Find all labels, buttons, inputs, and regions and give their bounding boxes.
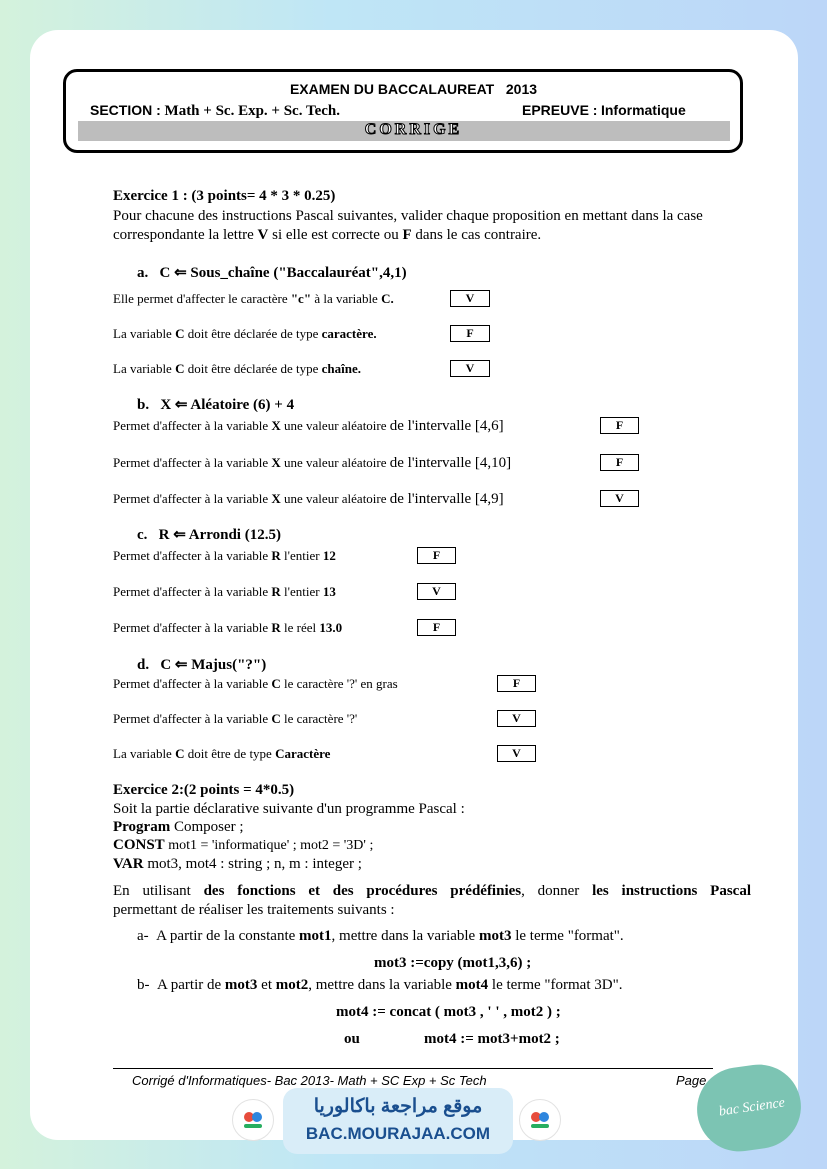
prop-var: C (175, 326, 185, 341)
prop-text: Permet d'affecter à la variable (113, 491, 272, 506)
qb-text: et (257, 977, 276, 993)
footer-rule (113, 1068, 713, 1069)
q-d-prop-1 (113, 676, 398, 692)
ex2-question-a (137, 928, 624, 945)
prop-text: une valeur aléatoire (280, 491, 390, 506)
qb-text: le terme "format 3D". (488, 977, 623, 993)
q-b-prop-1 (113, 418, 504, 435)
q-c-prop-3 (113, 620, 342, 636)
code-text: mot3, mot4 : string ; n, m : integer ; (143, 856, 362, 872)
prop-var: C (175, 746, 185, 761)
prop-text: doit être déclarée de type (184, 361, 322, 376)
prop-text: l'entier (280, 584, 323, 599)
qa-text: A partir de la constante (156, 928, 300, 944)
corrige-banner: CORRIGE (364, 121, 463, 138)
q-d-prop-2 (113, 711, 357, 727)
prop-text: Permet d'affecter à la variable (113, 455, 272, 470)
epreuve-value: Informatique (600, 102, 686, 118)
q-c-prop-2 (113, 584, 336, 600)
prop-text: à la variable (311, 291, 382, 306)
q-d-prop-3 (113, 746, 330, 762)
prop-var: C. (381, 291, 394, 306)
section-value: Math + Sc. Exp. + Sc. Tech. (164, 103, 340, 119)
intro-text: si elle est correcte ou (268, 227, 403, 243)
q-b-instruction: X ⇐ Aléatoire (6) + 4 (160, 397, 295, 413)
ex1-title: Exercice 1 : (3 points= 4 * 3 * 0.25) (113, 188, 336, 204)
prop-text: le réel (280, 620, 320, 635)
prop-text: La variable (113, 746, 176, 761)
q-d-label: d. (137, 657, 150, 673)
usage-bold: des fonctions et des procédures prédéfinies (203, 883, 522, 899)
keyword-const: CONST (113, 837, 165, 853)
answer-box-a2[interactable]: F (450, 325, 490, 342)
prop-var: C (175, 361, 185, 376)
prop-interval: de l'intervalle [4,6] (389, 418, 504, 434)
q-a-instruction: C ⇐ Sous_chaîne ("Baccalauréat",4,1) (159, 265, 407, 281)
qb-bold: mot3 (224, 977, 258, 993)
prop-text: Permet d'affecter à la variable (113, 548, 272, 563)
q-c-instruction: R ⇐ Arrondi (12.5) (158, 527, 281, 543)
answer-box-c3[interactable]: F (417, 619, 456, 636)
prop-text: Permet d'affecter à la variable (113, 584, 272, 599)
usage-text: En utilisant (113, 883, 204, 899)
prop-text: doit être de type (184, 746, 276, 761)
answer-box-c1[interactable]: F (417, 547, 456, 564)
intro-f: F (402, 227, 412, 243)
footer-text: Corrigé d'Informatiques- Bac 2013- Math + SC Exp + Sc Tech (132, 1073, 487, 1088)
answer-b-1: mot4 := concat ( mot3 , ' ' , mot2 ) ; (336, 1004, 561, 1020)
prop-type: caractère. (321, 326, 377, 341)
site-url-link[interactable]: BAC.MOURAJAA.COM (305, 1124, 491, 1143)
site-arabic-name: موقع مراجعة باكالوريا (313, 1096, 483, 1117)
qa-bold: mot3 (478, 928, 512, 944)
prop-text: le caractère '?' en gras (280, 676, 398, 691)
ex1-intro-2 (113, 227, 541, 244)
code-text: mot1 = 'informatique' ; mot2 = '3D' ; (164, 838, 374, 853)
prop-var: X (271, 491, 281, 506)
prop-text: l'entier (280, 548, 323, 563)
q-b-prop-2 (113, 455, 511, 472)
prop-var: C (271, 711, 281, 726)
bac-science-logo-text: bac Science (717, 1095, 786, 1120)
ex1-intro-a: Pour chacune des instructions Pascal suivantes, valider chaque proposition en mettant dans la case (113, 208, 703, 224)
prop-type: chaîne. (321, 361, 361, 376)
prop-text: La variable (113, 361, 176, 376)
qa-text: , mettre dans la variable (331, 928, 479, 944)
prop-value: 12 (322, 548, 336, 563)
answer-b-or: ou (344, 1031, 360, 1047)
keyword-var: VAR (113, 856, 144, 872)
ex2-title: Exercice 2:(2 points = 4*0.5) (113, 782, 295, 798)
q-a-heading (137, 263, 407, 282)
q-b-label: b. (137, 397, 150, 413)
usage-text: , donner (521, 883, 593, 899)
prop-text: Permet d'affecter à la variable (113, 620, 272, 635)
q-a-label: a. (137, 265, 149, 281)
section-label: SECTION : (90, 102, 161, 118)
intro-text: dans le cas contraire. (411, 227, 542, 243)
ex2-program-line (113, 819, 244, 836)
prop-var: R (271, 548, 281, 563)
prop-text: une valeur aléatoire (280, 455, 390, 470)
q-d-heading (137, 655, 266, 674)
prop-var: R (271, 584, 281, 599)
answer-box-d1[interactable]: F (497, 675, 536, 692)
qb-bold: mot2 (275, 977, 309, 993)
answer-box-c2[interactable]: V (417, 583, 456, 600)
code-text: Composer ; (170, 819, 244, 835)
prop-interval: de l'intervalle [4,9] (389, 491, 504, 507)
prop-var: R (271, 620, 281, 635)
q-a-prop-1 (113, 291, 394, 307)
q-a-prop-2 (113, 326, 377, 342)
q-c-heading (137, 525, 281, 544)
ex2-usage-line-2: permettant de réaliser les traitements suivants : (113, 902, 395, 918)
prop-text: doit être déclarée de type (184, 326, 322, 341)
qa-label: a- (137, 928, 149, 944)
prop-text: Permet d'affecter à la variable (113, 676, 272, 691)
keyword-program: Program (113, 819, 171, 835)
ex2-const-line (113, 837, 373, 854)
answer-a: mot3 :=copy (mot1,3,6) ; (374, 955, 532, 971)
qb-label: b- (137, 977, 150, 993)
prop-value: 13.0 (319, 620, 343, 635)
q-d-instruction: C ⇐ Majus("?") (160, 657, 267, 673)
prop-type: Caractère (275, 746, 331, 761)
exam-title: EXAMEN DU BACCALAUREAT 2013 (289, 81, 538, 97)
answer-box-d2[interactable]: V (497, 710, 536, 727)
prop-interval: de l'intervalle [4,10] (389, 455, 512, 471)
prop-text: le caractère '?' (280, 711, 358, 726)
answer-box-a1[interactable]: V (450, 290, 490, 307)
ex2-question-b (137, 977, 622, 994)
left-logo-icon (232, 1099, 274, 1141)
prop-var: X (271, 418, 281, 433)
qb-text: , mettre dans la variable (308, 977, 456, 993)
prop-text: une valeur aléatoire (280, 418, 390, 433)
epreuve-label: EPREUVE : (522, 102, 598, 118)
answer-box-b1[interactable]: F (600, 417, 639, 434)
qa-bold: mot1 (299, 928, 332, 944)
answer-box-d3[interactable]: V (497, 745, 536, 762)
prop-text: Permet d'affecter à la variable (113, 711, 272, 726)
prop-var: X (271, 455, 281, 470)
q-a-prop-3 (113, 361, 361, 377)
qa-text: le terme "format". (511, 928, 624, 944)
answer-box-a3[interactable]: V (450, 360, 490, 377)
prop-var: C (271, 676, 281, 691)
intro-text: correspondante la lettre (113, 227, 258, 243)
q-c-prop-1 (113, 548, 336, 564)
q-b-heading (137, 395, 294, 414)
ex1-intro (113, 206, 751, 226)
ex2-var-line (113, 856, 362, 873)
right-logo-icon (519, 1099, 561, 1141)
epreuve-line (522, 102, 686, 120)
prop-text: La variable (113, 326, 176, 341)
prop-text: Permet d'affecter à la variable (113, 418, 272, 433)
answer-b-2: mot4 := mot3+mot2 ; (424, 1031, 560, 1047)
prop-bold: "c" (290, 291, 312, 306)
intro-v: V (257, 227, 269, 243)
ex2-usage-line-1 (113, 883, 751, 900)
usage-bold: les instructions Pascal (592, 883, 751, 899)
section-line (90, 102, 340, 120)
q-b-prop-3 (113, 491, 504, 508)
prop-text: Elle permet d'affecter le caractère (113, 291, 291, 306)
answer-box-b3[interactable]: V (600, 490, 639, 507)
answer-box-b2[interactable]: F (600, 454, 639, 471)
footer-page: Page (676, 1073, 707, 1088)
qb-text: A partir de (157, 977, 225, 993)
qb-bold: mot4 (455, 977, 489, 993)
prop-value: 13 (322, 584, 336, 599)
ex2-intro: Soit la partie déclarative suivante d'un programme Pascal : (113, 801, 465, 817)
q-c-label: c. (137, 527, 148, 543)
